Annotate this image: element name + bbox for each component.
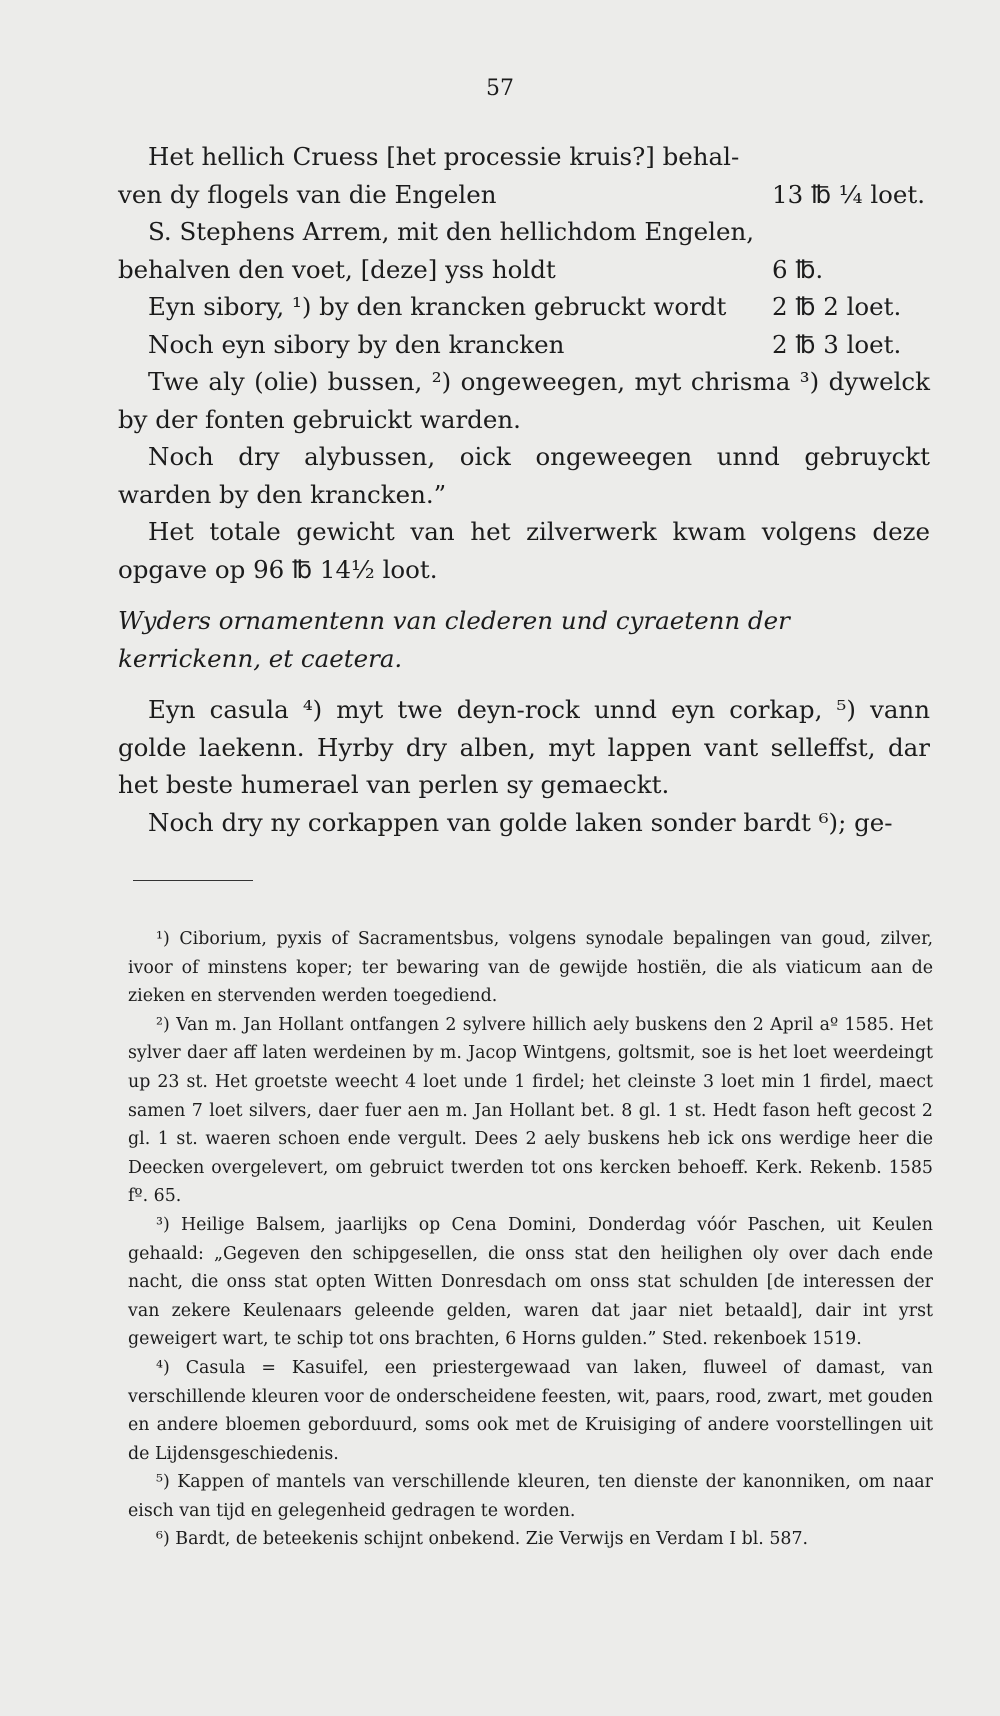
footnote-text: Ciborium, pyxis of Sacramentsbus, volgens synodale bepalingen van goud, zilver, ivoor of minstens koper; ter bewaring van de gewijde hostiën, die als viaticum aan de zieken en stervenden werden toegediend. xyxy=(128,929,933,1007)
inventory-line xyxy=(118,176,930,214)
paragraph: Twe aly (olie) bussen, ²) ongeweegen, myt chrisma ³) dywelck by der fonten gebruickt warden. xyxy=(118,367,930,434)
inventory-line xyxy=(118,138,930,176)
inventory-line xyxy=(118,288,930,326)
line-text: ven dy flogels van die Engelen xyxy=(118,179,497,209)
line-weight: 2 ℔ 3 loet. xyxy=(772,329,902,359)
line-weight: 2 ℔ 2 loet. xyxy=(772,292,902,321)
paragraph: Het totale gewicht van het zilverwerk kwam volgens deze opgave op 96 ℔ 14½ loot. xyxy=(118,517,930,584)
page-number: 57 xyxy=(486,76,514,101)
footnotes xyxy=(128,925,933,1554)
paragraph: Noch dry ny corkappen van golde laken sonder bardt ⁶); ge- xyxy=(148,807,893,837)
heading-line-1: Wyders ornamentenn van clederen und cyraetenn der xyxy=(118,606,790,635)
footnote-mark: ⁵) xyxy=(156,1472,170,1493)
footnote-mark: ¹) xyxy=(156,929,170,949)
footnote-text: Heilige Balsem, jaarlijks op Cena Domini, Donderdag vóór Paschen, uit Keulen gehaald: „Gegeven den schipgesellen, die onss stat den heilighen oly over dach ende nacht, die onss stat opten Witten Donresdach om onss stat schulden [de interessen der van zekere Keulenaars geleende gelden, waren dat jaar niet betaald], dair int yrst geweigert wart, te schip tot ons brachten, 6 Horns gulden.” Sted. rekenboek 1519. xyxy=(128,1214,933,1350)
inventory-line xyxy=(118,326,930,364)
heading-line-2: kerrickenn, et caetera. xyxy=(118,643,403,673)
footnote-mark: ²) xyxy=(156,1014,170,1035)
line-text: Het hellich Cruess [het processie kruis?] behal- xyxy=(148,142,740,171)
line-weight: 13 ℔ ¼ loet. xyxy=(772,179,926,209)
line-text: behalven den voet, [deze] yss holdt xyxy=(118,254,556,284)
inventory-line xyxy=(118,251,930,289)
inventory-line xyxy=(118,213,930,251)
line-text: Eyn sibory, ¹) by den krancken gebruckt wordt xyxy=(148,292,727,321)
main-text xyxy=(118,138,930,841)
line-text: Noch eyn sibory by den krancken xyxy=(148,329,565,359)
footnote-mark: ³) xyxy=(156,1214,170,1235)
footnote-mark: ⁶) xyxy=(156,1529,170,1550)
line-text: S. Stephens Arrem, mit den hellichdom Engelen, xyxy=(148,217,755,246)
footnote xyxy=(128,1011,933,1211)
footnote-mark: ⁴) xyxy=(156,1357,170,1378)
footnote-text: Van m. Jan Hollant ontfangen 2 sylvere hillich aely buskens den 2 April aº 1585. Het sylver daer aff laten werdeinen by m. Jacop Wintgens, goltsmit, soe is het loet weerdeingt up 23 st. Het groetste weecht 4 loet unde 1 firdel; het cleinste 3 loet min 1 firdel, maect samen 7 loet silvers, daer fuer aen m. Jan Hollant bet. 8 gl. 1 st. Hedt fason heft gecost 2 gl. 1 st. waeren schoen ende vergult. Dees 2 aely buskens heb ick ons werdige heer die Deecken overgelevert, om gebruict twerden tot ons kercken behoeff. Kerk. Rekenb. 1585 fº. 65. xyxy=(128,1014,933,1207)
footnote-text: Casula = Kasuifel, een priestergewaad van laken, fluweel of damast, van verschillende kleuren voor de onderscheidene feesten, wit, paars, rood, zwart, met gouden en andere bloemen geborduurd, soms ook met de Kruisiging of andere voorstellingen uit de Lijdensgeschiedenis. xyxy=(128,1357,933,1464)
paragraph: Noch dry alybussen, oick ongeweegen unnd gebruyckt warden by den krancken.” xyxy=(118,442,930,509)
footnote xyxy=(128,925,933,1011)
line-weight: 6 ℔. xyxy=(772,254,824,284)
footnote xyxy=(128,1354,933,1468)
footnote xyxy=(128,1468,933,1525)
section-heading xyxy=(118,602,930,677)
paragraph: Eyn casula ⁴) myt twe deyn-rock unnd eyn corkap, ⁵) vann golde laekenn. Hyrby dry alben, myt lappen vant selleffst, dar het beste humerael van perlen sy gemaeckt. xyxy=(118,695,930,799)
footnote-text: Kappen of mantels van verschillende kleuren, ten dienste der kanonniken, om naar eisch van tijd en gelegenheid gedragen te worden. xyxy=(128,1472,933,1521)
footnote-divider xyxy=(133,880,253,881)
footnote-text: Bardt, de beteekenis schijnt onbekend. Zie Verwijs en Verdam I bl. 587. xyxy=(175,1529,809,1550)
footnote xyxy=(128,1525,933,1554)
footnote xyxy=(128,1211,933,1354)
